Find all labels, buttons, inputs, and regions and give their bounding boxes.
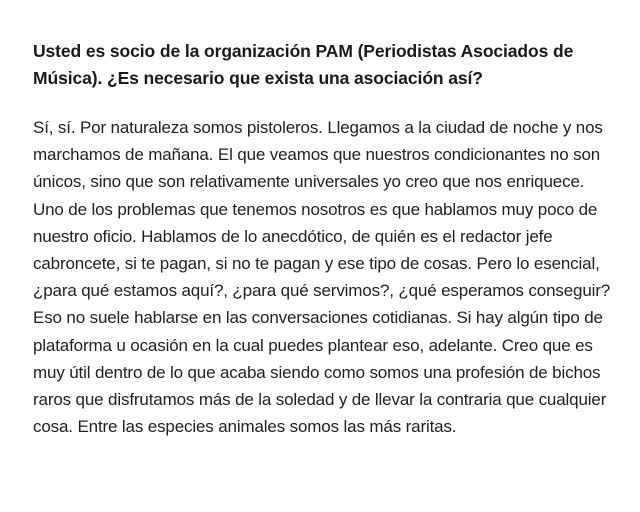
interview-article: [33, 38, 619, 440]
interview-question: Usted es socio de la organización PAM (Periodistas Asociados de Música). ¿Es necesario que exista una asociación así?: [33, 41, 574, 88]
interview-answer: Sí, sí. Por naturaleza somos pistoleros. Llegamos a la ciudad de noche y nos marchamos de mañana. El que veamos que nuestros condicionantes no son únicos, sino que son relativamente universales yo creo que nos enriquece. Uno de los problemas que tenemos nosotros es que hablamos muy poco de nuestro oficio. Hablamos de lo anecdótico, de quién es el redactor jefe cabroncete, si te pagan, si no te pagan y ese tipo de cosas. Pero lo esencial, ¿para qué estamos aquí?, ¿para qué servimos?, ¿qué esperamos conseguir? Eso no suele hablarse en las conversaciones cotidianas. Si hay algún tipo de plataforma u ocasión en la cual puedes plantear eso, adelante. Creo que es muy útil dentro de lo que acaba siendo como somos una profesión de bichos raros que disfrutamos más de la soledad y de llevar la contraria que cualquier cosa. Entre las especies animales somos las más raritas.: [33, 118, 611, 437]
